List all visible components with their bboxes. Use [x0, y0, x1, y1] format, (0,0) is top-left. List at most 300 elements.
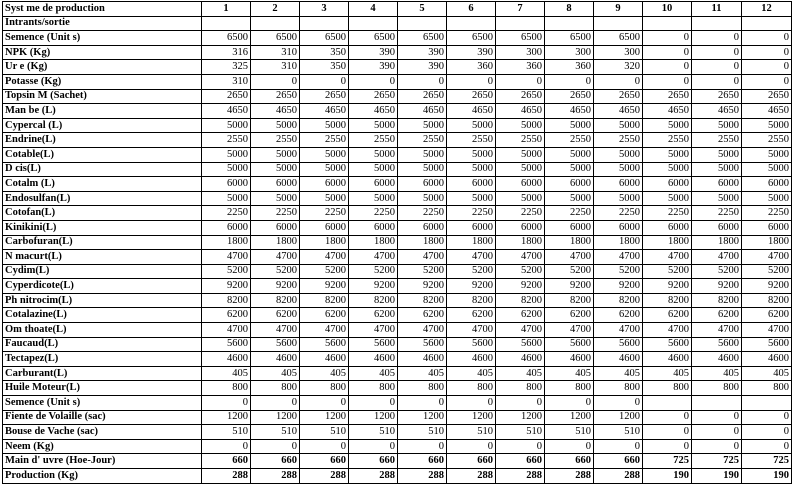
table-cell: 5000	[742, 162, 792, 177]
table-cell: 6500	[545, 31, 594, 46]
table-cell: 5600	[692, 337, 742, 352]
table-cell: 5000	[202, 162, 251, 177]
table-cell: 0	[742, 410, 792, 425]
table-row	[3, 264, 792, 279]
table-cell: 0	[545, 396, 594, 411]
table-cell: 2250	[398, 206, 447, 221]
table-cell: 6000	[300, 220, 349, 235]
table-cell: 350	[300, 45, 349, 60]
table-cell: 310	[251, 60, 300, 75]
column-header-2: 2	[251, 2, 300, 17]
table-cell: 5000	[545, 118, 594, 133]
table-cell: 5000	[251, 118, 300, 133]
table-cell: 405	[202, 366, 251, 381]
table-cell: 4600	[545, 352, 594, 367]
table-cell: 5000	[643, 118, 692, 133]
table-cell: 288	[545, 469, 594, 484]
table-cell: 4600	[496, 352, 545, 367]
table-row	[3, 31, 792, 46]
table-cell: 2650	[251, 89, 300, 104]
table-cell: 6500	[447, 31, 496, 46]
table-cell: 5000	[742, 118, 792, 133]
table-cell: 6200	[545, 308, 594, 323]
row-label: Kinikini(L)	[3, 220, 202, 235]
table-cell: 405	[496, 366, 545, 381]
table-cell: 5200	[447, 264, 496, 279]
table-cell: 5200	[398, 264, 447, 279]
table-cell: 5000	[692, 191, 742, 206]
table-cell: 0	[692, 45, 742, 60]
table-cell: 4700	[643, 250, 692, 265]
table-cell: 4600	[398, 352, 447, 367]
table-cell: 2250	[643, 206, 692, 221]
table-row	[3, 74, 792, 89]
table-cell: 360	[496, 60, 545, 75]
table-cell: 2550	[251, 133, 300, 148]
table-cell: 5000	[398, 147, 447, 162]
table-cell: 510	[496, 425, 545, 440]
table-cell: 8200	[594, 293, 643, 308]
table-cell: 4700	[447, 250, 496, 265]
table-cell: 5000	[643, 147, 692, 162]
table-cell: 5000	[398, 162, 447, 177]
table-cell: 5000	[251, 147, 300, 162]
table-cell: 325	[202, 60, 251, 75]
table-cell: 0	[643, 45, 692, 60]
table-cell: 6500	[594, 31, 643, 46]
row-label: Cotable(L)	[3, 147, 202, 162]
table-cell: 405	[692, 366, 742, 381]
table-cell: 300	[545, 45, 594, 60]
table-cell: 800	[251, 381, 300, 396]
table-cell: 4700	[742, 323, 792, 338]
table-cell: 4650	[251, 104, 300, 119]
table-cell: 390	[447, 45, 496, 60]
table-cell: 5200	[202, 264, 251, 279]
table-cell: 0	[300, 396, 349, 411]
table-cell	[202, 16, 251, 31]
table-cell: 0	[594, 439, 643, 454]
table-cell: 725	[742, 454, 792, 469]
table-cell	[742, 396, 792, 411]
table-cell: 5200	[643, 264, 692, 279]
table-cell: 1800	[300, 235, 349, 250]
table-cell: 8200	[496, 293, 545, 308]
table-cell: 5000	[545, 162, 594, 177]
table-cell: 405	[594, 366, 643, 381]
table-cell: 0	[496, 396, 545, 411]
table-cell: 5000	[300, 191, 349, 206]
table-row	[3, 191, 792, 206]
table-cell: 4600	[447, 352, 496, 367]
table-cell: 4650	[349, 104, 398, 119]
table-row	[3, 337, 792, 352]
table-cell	[447, 16, 496, 31]
table-cell: 300	[496, 45, 545, 60]
table-cell: 4700	[545, 323, 594, 338]
table-cell: 5000	[594, 162, 643, 177]
table-cell: 9200	[594, 279, 643, 294]
table-cell: 4600	[251, 352, 300, 367]
table-cell: 6000	[692, 220, 742, 235]
table-cell: 2650	[643, 89, 692, 104]
table-cell: 9200	[742, 279, 792, 294]
table-cell: 310	[251, 45, 300, 60]
table-cell: 1200	[447, 410, 496, 425]
table-cell: 0	[643, 31, 692, 46]
row-label: Semence (Unit s)	[3, 31, 202, 46]
table-cell: 1800	[349, 235, 398, 250]
table-cell: 5000	[742, 191, 792, 206]
table-cell: 5200	[349, 264, 398, 279]
table-cell: 6000	[202, 177, 251, 192]
table-cell: 2250	[349, 206, 398, 221]
table-cell: 2550	[349, 133, 398, 148]
table-cell: 2250	[692, 206, 742, 221]
table-cell: 5000	[349, 191, 398, 206]
table-cell: 405	[545, 366, 594, 381]
table-cell: 5000	[692, 162, 742, 177]
table-cell: 6000	[398, 177, 447, 192]
table-cell: 1800	[643, 235, 692, 250]
row-label: Cyperdicote(L)	[3, 279, 202, 294]
table-cell: 5000	[742, 147, 792, 162]
table-cell: 510	[545, 425, 594, 440]
table-cell	[349, 16, 398, 31]
table-cell	[300, 16, 349, 31]
table-cell: 6000	[742, 220, 792, 235]
table-cell: 5600	[545, 337, 594, 352]
table-cell: 5000	[594, 147, 643, 162]
table-cell: 1800	[545, 235, 594, 250]
row-label: Semence (Unit s)	[3, 396, 202, 411]
table-cell: 2250	[496, 206, 545, 221]
table-cell: 800	[594, 381, 643, 396]
table-cell: 2550	[594, 133, 643, 148]
table-cell: 405	[643, 366, 692, 381]
table-cell: 288	[398, 469, 447, 484]
table-cell: 405	[251, 366, 300, 381]
table-cell: 510	[447, 425, 496, 440]
table-cell: 1200	[202, 410, 251, 425]
table-cell: 5000	[692, 147, 742, 162]
table-cell: 5000	[496, 118, 545, 133]
table-cell: 300	[594, 45, 643, 60]
table-cell: 6200	[398, 308, 447, 323]
table-cell: 0	[251, 396, 300, 411]
table-cell	[692, 396, 742, 411]
table-cell: 4600	[594, 352, 643, 367]
table-cell: 4650	[643, 104, 692, 119]
table-cell: 9200	[251, 279, 300, 294]
table-row	[3, 366, 792, 381]
table-cell: 0	[300, 439, 349, 454]
table-row	[3, 235, 792, 250]
table-cell: 2250	[742, 206, 792, 221]
table-cell: 2250	[447, 206, 496, 221]
table-cell: 288	[202, 469, 251, 484]
table-cell: 4700	[496, 250, 545, 265]
table-cell: 0	[643, 425, 692, 440]
table-cell: 8200	[202, 293, 251, 308]
table-row	[3, 133, 792, 148]
table-cell: 0	[692, 410, 742, 425]
table-cell: 2550	[447, 133, 496, 148]
row-label: Neem (Kg)	[3, 439, 202, 454]
header-row	[3, 2, 792, 17]
table-cell: 4650	[742, 104, 792, 119]
table-cell: 6000	[545, 220, 594, 235]
table-cell: 2650	[202, 89, 251, 104]
table-cell: 0	[447, 396, 496, 411]
table-cell	[643, 396, 692, 411]
table-cell: 5000	[202, 118, 251, 133]
row-label: Carbofuran(L)	[3, 235, 202, 250]
table-cell: 5000	[349, 118, 398, 133]
table-cell: 8200	[643, 293, 692, 308]
table-cell: 5000	[594, 118, 643, 133]
row-label: Cotalazine(L)	[3, 308, 202, 323]
row-label: Endosulfan(L)	[3, 191, 202, 206]
table-row	[3, 89, 792, 104]
table-cell: 510	[398, 425, 447, 440]
table-cell: 800	[545, 381, 594, 396]
table-cell: 800	[742, 381, 792, 396]
table-cell: 2250	[202, 206, 251, 221]
table-cell: 0	[398, 74, 447, 89]
table-cell: 4650	[496, 104, 545, 119]
table-cell: 0	[251, 74, 300, 89]
table-cell: 5000	[643, 162, 692, 177]
table-cell: 350	[300, 60, 349, 75]
table-row	[3, 308, 792, 323]
table-cell: 800	[447, 381, 496, 396]
table-cell: 4650	[594, 104, 643, 119]
table-cell: 1800	[594, 235, 643, 250]
table-cell: 4650	[398, 104, 447, 119]
table-cell: 6000	[692, 177, 742, 192]
table-cell: 0	[594, 396, 643, 411]
table-cell: 5000	[496, 147, 545, 162]
table-cell: 510	[349, 425, 398, 440]
table-row	[3, 323, 792, 338]
table-cell: 5000	[447, 191, 496, 206]
table-cell	[742, 16, 792, 31]
table-cell: 5600	[349, 337, 398, 352]
table-cell: 5200	[300, 264, 349, 279]
table-cell: 390	[398, 45, 447, 60]
table-cell: 2550	[300, 133, 349, 148]
table-cell: 5000	[545, 147, 594, 162]
table-cell: 4700	[202, 323, 251, 338]
table-cell: 2250	[594, 206, 643, 221]
table-cell: 288	[300, 469, 349, 484]
table-cell: 288	[496, 469, 545, 484]
table-cell: 2650	[545, 89, 594, 104]
table-cell: 5200	[545, 264, 594, 279]
table-cell	[398, 16, 447, 31]
table-cell: 0	[349, 439, 398, 454]
table-cell: 4650	[447, 104, 496, 119]
table-cell: 1800	[202, 235, 251, 250]
table-cell: 660	[398, 454, 447, 469]
table-cell: 5000	[300, 118, 349, 133]
table-cell: 2250	[251, 206, 300, 221]
table-cell: 4700	[545, 250, 594, 265]
table-cell: 5600	[742, 337, 792, 352]
table-cell: 800	[692, 381, 742, 396]
table-cell: 4700	[692, 250, 742, 265]
table-cell: 316	[202, 45, 251, 60]
row-label: NPK (Kg)	[3, 45, 202, 60]
table-cell: 5200	[594, 264, 643, 279]
table-cell: 510	[202, 425, 251, 440]
table-cell: 405	[447, 366, 496, 381]
table-cell: 2550	[496, 133, 545, 148]
table-cell: 5000	[692, 118, 742, 133]
table-cell: 0	[643, 74, 692, 89]
row-label: Cotofan(L)	[3, 206, 202, 221]
row-label: Om thoate(L)	[3, 323, 202, 338]
table-cell: 0	[692, 31, 742, 46]
table-cell: 5000	[398, 191, 447, 206]
row-label: Intrants/sortie	[3, 16, 202, 31]
table-cell: 0	[202, 439, 251, 454]
table-row	[3, 206, 792, 221]
table-cell: 5200	[742, 264, 792, 279]
table-cell: 6000	[447, 177, 496, 192]
table-cell: 4700	[447, 323, 496, 338]
table-cell: 5200	[692, 264, 742, 279]
table-cell: 6000	[594, 220, 643, 235]
table-cell: 0	[447, 74, 496, 89]
row-label: Tectapez(L)	[3, 352, 202, 367]
table-cell: 405	[398, 366, 447, 381]
table-cell: 4650	[300, 104, 349, 119]
table-cell: 5200	[496, 264, 545, 279]
table-cell: 390	[349, 45, 398, 60]
column-header-6: 6	[447, 2, 496, 17]
table-cell: 0	[398, 396, 447, 411]
table-cell: 190	[692, 469, 742, 484]
table-cell	[545, 16, 594, 31]
table-cell: 0	[692, 425, 742, 440]
row-label: Ur e (Kg)	[3, 60, 202, 75]
column-header-12: 12	[742, 2, 792, 17]
row-label: Endrine(L)	[3, 133, 202, 148]
table-cell: 6000	[643, 220, 692, 235]
table-cell: 0	[742, 31, 792, 46]
table-cell: 390	[398, 60, 447, 75]
table-cell: 360	[545, 60, 594, 75]
table-cell: 660	[447, 454, 496, 469]
row-label: Cypercal (L)	[3, 118, 202, 133]
corner-label: Syst me de production	[3, 2, 202, 17]
table-cell: 4650	[202, 104, 251, 119]
column-header-10: 10	[643, 2, 692, 17]
table-cell: 8200	[742, 293, 792, 308]
table-cell: 8200	[300, 293, 349, 308]
table-cell: 5600	[251, 337, 300, 352]
row-label: Man be (L)	[3, 104, 202, 119]
table-cell: 5600	[300, 337, 349, 352]
table-cell: 8200	[251, 293, 300, 308]
table-cell: 800	[496, 381, 545, 396]
column-header-7: 7	[496, 2, 545, 17]
table-cell: 4600	[300, 352, 349, 367]
table-cell: 0	[742, 74, 792, 89]
table-cell: 5000	[594, 191, 643, 206]
table-cell: 0	[643, 439, 692, 454]
table-cell: 5600	[447, 337, 496, 352]
table-cell: 5600	[398, 337, 447, 352]
table-cell: 6000	[349, 220, 398, 235]
table-cell: 4600	[643, 352, 692, 367]
table-cell: 0	[496, 439, 545, 454]
row-label: Huile Moteur(L)	[3, 381, 202, 396]
row-label: N macurt(L)	[3, 250, 202, 265]
table-cell: 2650	[447, 89, 496, 104]
table-cell: 6000	[398, 220, 447, 235]
column-header-5: 5	[398, 2, 447, 17]
table-cell: 0	[643, 60, 692, 75]
table-cell: 1200	[398, 410, 447, 425]
table-row	[3, 469, 792, 484]
table-cell: 4700	[349, 323, 398, 338]
table-cell: 6500	[300, 31, 349, 46]
row-label: Potasse (Kg)	[3, 74, 202, 89]
row-label: Main d' uvre (Hoe-Jour)	[3, 454, 202, 469]
table-cell: 1800	[251, 235, 300, 250]
table-cell: 5600	[496, 337, 545, 352]
table-cell: 4700	[594, 250, 643, 265]
table-cell: 800	[300, 381, 349, 396]
table-cell: 1800	[447, 235, 496, 250]
table-cell: 510	[300, 425, 349, 440]
table-cell: 2550	[398, 133, 447, 148]
table-cell: 9200	[398, 279, 447, 294]
table-cell: 5000	[251, 162, 300, 177]
table-cell: 6000	[742, 177, 792, 192]
table-cell: 6200	[349, 308, 398, 323]
table-cell: 405	[742, 366, 792, 381]
table-cell: 6200	[742, 308, 792, 323]
table-cell: 6500	[398, 31, 447, 46]
table-cell: 6000	[594, 177, 643, 192]
table-cell: 6000	[300, 177, 349, 192]
table-cell: 660	[349, 454, 398, 469]
table-cell: 5200	[251, 264, 300, 279]
table-cell: 0	[643, 410, 692, 425]
table-cell: 6200	[251, 308, 300, 323]
table-cell: 0	[742, 60, 792, 75]
production-table	[2, 1, 792, 484]
table-row	[3, 104, 792, 119]
table-row	[3, 279, 792, 294]
table-cell: 6500	[349, 31, 398, 46]
table-cell: 1200	[300, 410, 349, 425]
table-cell: 5600	[594, 337, 643, 352]
table-cell: 5600	[643, 337, 692, 352]
table-cell	[496, 16, 545, 31]
table-cell: 4700	[742, 250, 792, 265]
table-cell: 5000	[300, 147, 349, 162]
row-label: Carburant(L)	[3, 366, 202, 381]
table-cell: 9200	[496, 279, 545, 294]
row-label: Ph nitrocim(L)	[3, 293, 202, 308]
table-cell: 288	[251, 469, 300, 484]
row-label: Fiente de Volaille (sac)	[3, 410, 202, 425]
